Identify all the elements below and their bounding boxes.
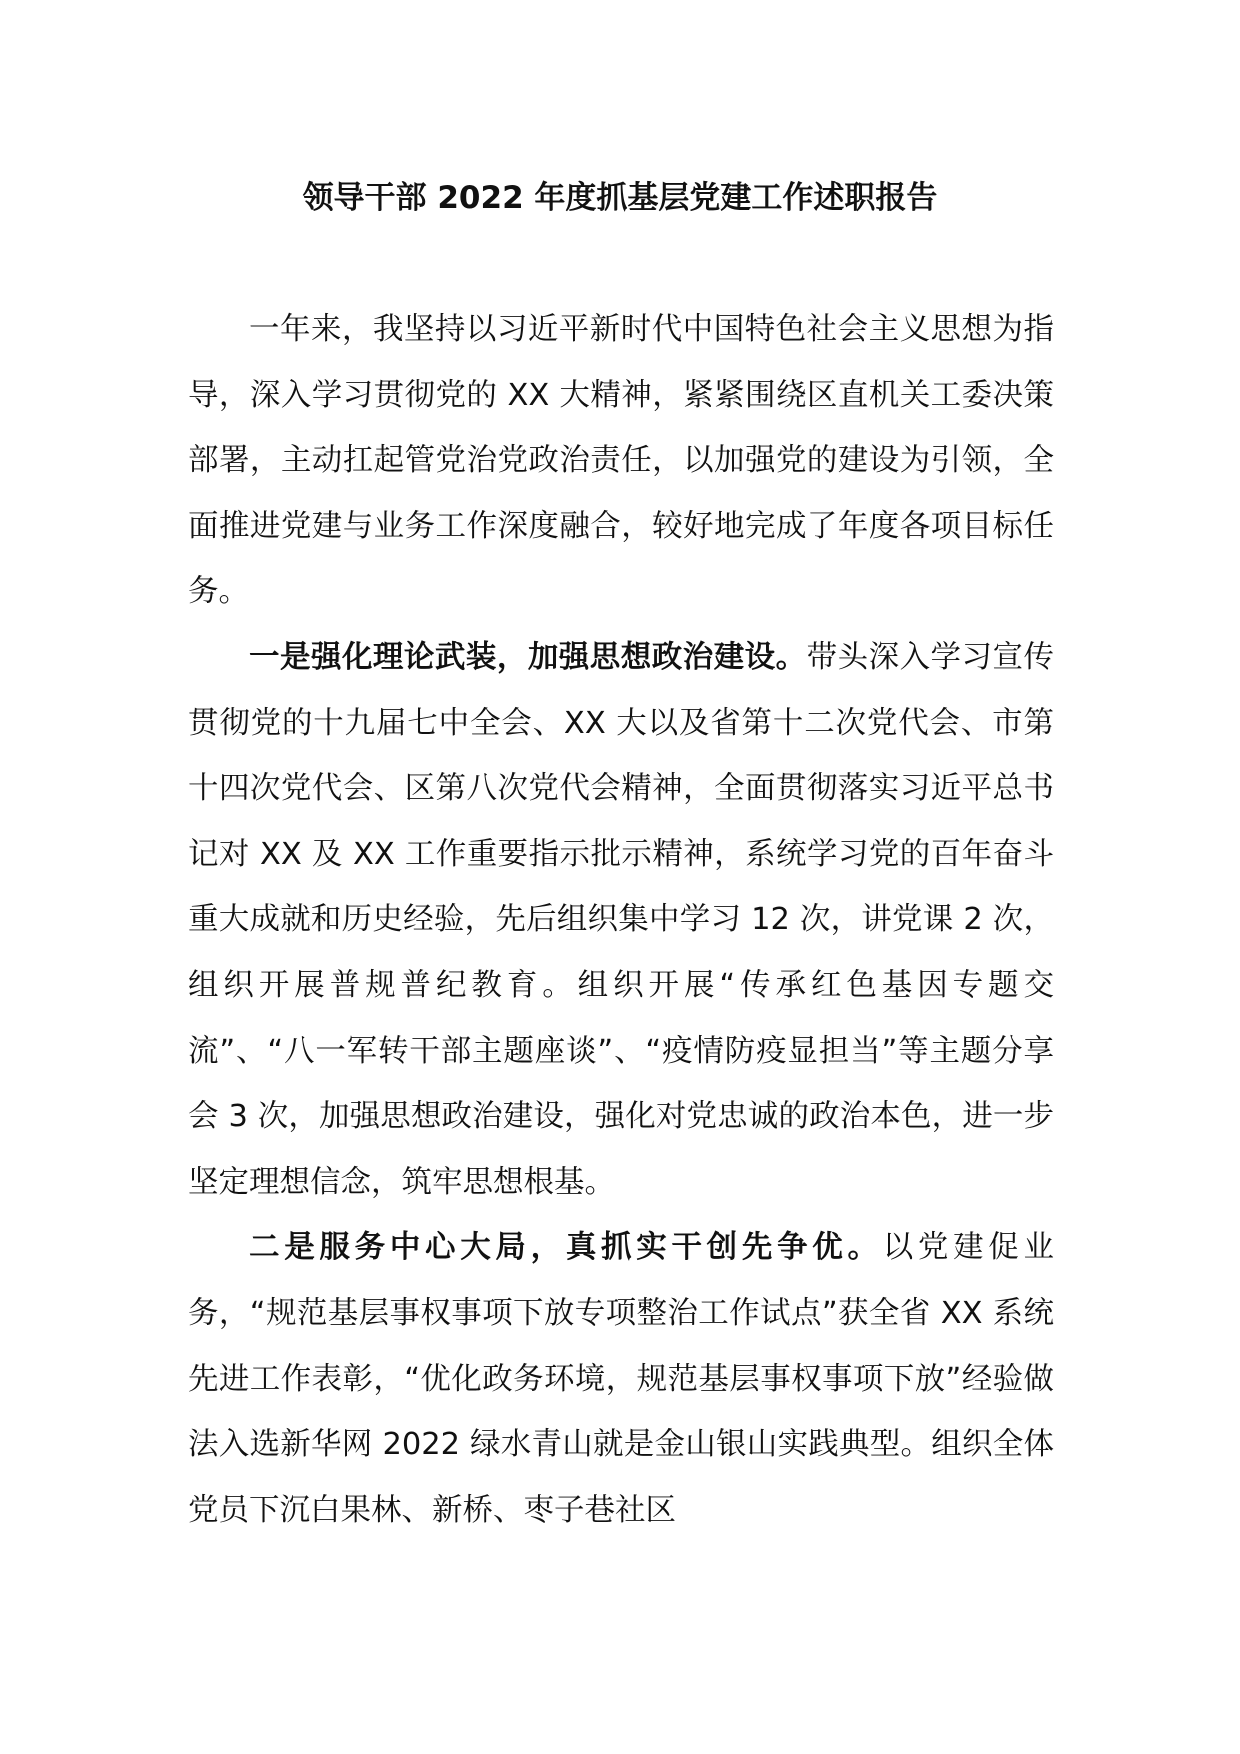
paragraph-text: 带头深入学习宣传贯彻党的十九届七中全会、XX 大以及省第十二次党代会、市第十四次党代会、区第八次党代会精神，全面贯彻落实习近平总书记对 XX 及 XX 工作重要指示批示精神，系统学习党的百年奋斗重大成就和历史经验，先后组织集中学习 12 次，讲党课 2 次，组织开展普规普纪教育。组织开展“传承红色基因专题交流”、“八一军转干部主题座谈”、“疫情防疫显担当”等主题分享会 3 次，加强思想政治建设，强化对党忠诚的政治本色，进一步坚定理想信念，筑牢思想根基。: [188, 639, 1055, 1200]
paragraph-service: [188, 1215, 1054, 1543]
paragraph-text: 一年来，我坚持以习近平新时代中国特色社会主义思想为指导，深入学习贯彻党的 XX 大精神，紧紧围绕区直机关工委决策部署，主动扛起管党治党政治责任，以加强党的建设为引领，全面推进党建与业务工作深度融合，较好地完成了年度各项目标任务。: [188, 312, 1054, 610]
document-title: 领导干部 2022 年度抓基层党建工作述职报告: [302, 180, 938, 216]
paragraph-intro: [188, 297, 1054, 625]
paragraph-lead: 二是服务中心大局，真抓实干创先争优。: [249, 1230, 883, 1266]
document-body: [188, 297, 1054, 1543]
paragraph-theory: [188, 625, 1054, 1215]
paragraph-text: 以党建促业务，“规范基层事权事项下放专项整治工作试点”获全省 XX 系统先进工作表彰，“优化政务环境，规范基层事权事项下放”经验做法入选新华网 2022 绿水青山就是金山银山实践典型。组织全体党员下沉白果林、新桥、枣子巷社区: [188, 1230, 1055, 1528]
paragraph-lead: 一是强化理论武装，加强思想政治建设。: [249, 639, 807, 675]
